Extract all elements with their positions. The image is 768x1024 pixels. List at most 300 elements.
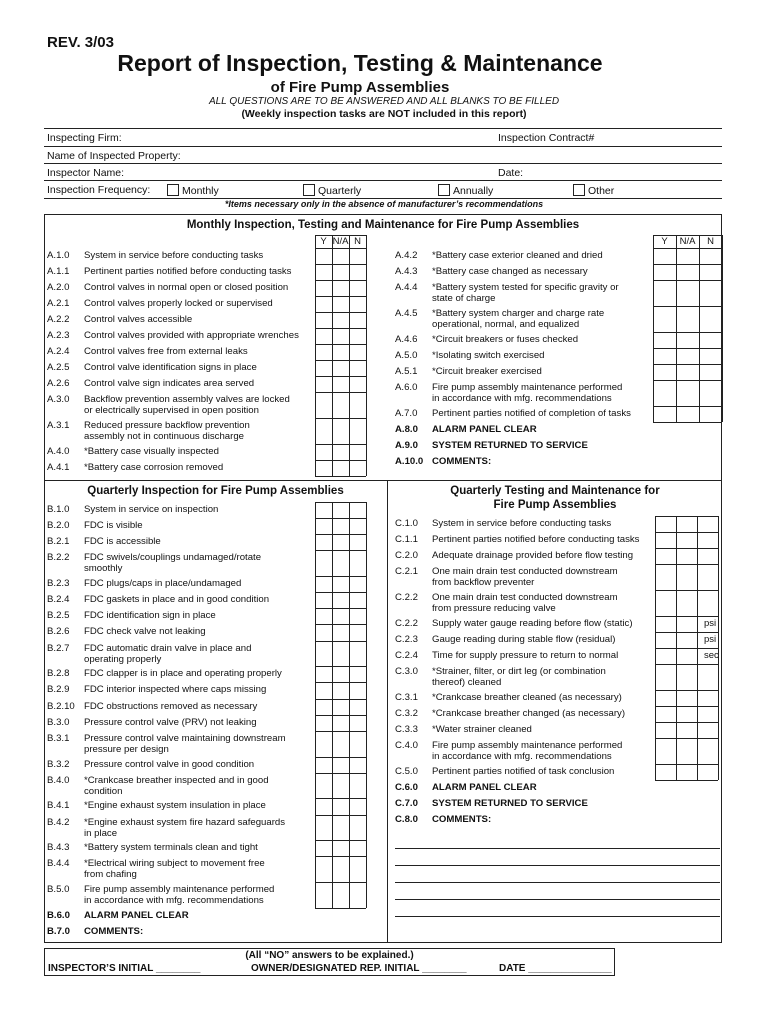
answer-cell[interactable] [677, 365, 699, 380]
checklist-row [47, 298, 313, 312]
answer-cell[interactable] [333, 716, 349, 731]
answer-cell[interactable] [316, 361, 332, 376]
answer-cell[interactable] [350, 265, 366, 280]
item-text: FDC identification sign in place [84, 610, 216, 622]
inspector-initial-field[interactable]: INSPECTOR’S INITIAL ________ [48, 963, 201, 974]
answer-cell[interactable] [350, 249, 366, 264]
item-code: B.2.9 [47, 684, 70, 696]
answer-cell[interactable] [350, 625, 366, 640]
item-text: Control valves properly locked or supervised [84, 298, 273, 309]
answer-cell[interactable] [333, 758, 349, 773]
answer-cell[interactable] [656, 565, 676, 590]
item-code: B.4.0 [47, 774, 70, 786]
item-code: C.2.3 [395, 634, 418, 645]
answer-cell[interactable] [654, 265, 676, 280]
answer-cell[interactable] [350, 883, 366, 908]
checklist-row [47, 884, 313, 908]
checklist-row [395, 266, 651, 280]
checklist-row [395, 740, 653, 764]
answer-cell[interactable] [656, 617, 676, 632]
answer-cell[interactable] [698, 565, 718, 590]
answer-cell[interactable] [350, 716, 366, 731]
item-text: *Battery system charger and charge rate operational, normal, and equalized [432, 308, 605, 330]
answer-cell[interactable] [350, 329, 366, 344]
revision-label: REV. 3/03 [47, 34, 114, 51]
answer-cell[interactable] [350, 519, 366, 534]
answer-cell[interactable] [316, 609, 332, 624]
answer-cell[interactable] [350, 667, 366, 682]
inspection-contract-field[interactable]: Inspection Contract# [498, 132, 595, 144]
answer-cell[interactable] [350, 281, 366, 296]
checklist-row [47, 462, 313, 476]
answer-cell[interactable] [677, 707, 697, 722]
item-code: C.2.2 [395, 592, 418, 604]
answer-cell[interactable] [656, 739, 676, 764]
checklist-row [395, 366, 651, 380]
item-text: ALARM PANEL CLEAR [432, 424, 537, 435]
answer-cell[interactable] [677, 765, 697, 780]
answer-cell[interactable] [316, 857, 332, 882]
comment-line[interactable] [395, 865, 720, 866]
item-code: A.2.2 [47, 314, 70, 325]
item-code: A.1.0 [47, 250, 70, 261]
answer-cell[interactable] [316, 642, 332, 667]
answer-cell[interactable] [333, 445, 349, 460]
answer-cell[interactable] [677, 665, 697, 690]
answer-cell[interactable] [656, 517, 676, 532]
answer-cell[interactable] [316, 445, 332, 460]
answer-cell[interactable] [700, 307, 722, 332]
weekly-note: (Weekly inspection tasks are NOT included in this report) [241, 108, 527, 120]
item-code: B.3.2 [47, 758, 70, 770]
item-code: B.7.0 [47, 926, 70, 938]
answer-column-header: N [354, 236, 361, 247]
checklist-row [47, 266, 313, 280]
answer-cell[interactable] [316, 625, 332, 640]
answer-cell[interactable] [333, 393, 349, 418]
answer-cell[interactable] [656, 549, 676, 564]
answer-cell[interactable] [698, 591, 718, 616]
monthly-section-title: Monthly Inspection, Testing and Maintenance for Fire Pump Assemblies [186, 219, 580, 231]
checklist-row [395, 550, 653, 564]
frequency-monthly-checkbox[interactable]: Monthly [167, 184, 219, 197]
item-text: Backflow prevention assembly valves are locked or electrically supervised in open position [84, 394, 290, 416]
checklist-row [47, 643, 313, 667]
answer-cell[interactable] [350, 393, 366, 418]
checklist-row [47, 684, 313, 698]
answer-cell[interactable] [333, 377, 349, 392]
checklist-row [47, 446, 313, 460]
answer-cell[interactable] [656, 591, 676, 616]
answer-cell[interactable] [350, 593, 366, 608]
answer-cell[interactable] [677, 265, 699, 280]
answer-cell[interactable] [698, 549, 718, 564]
answer-cell[interactable] [700, 407, 722, 422]
answer-column-header: N/A [332, 236, 349, 247]
answer-cell[interactable] [700, 281, 722, 306]
item-text: Pertinent parties notified of task conclusion [432, 766, 615, 778]
answer-cell[interactable] [333, 249, 349, 264]
answer-cell[interactable] [654, 281, 676, 306]
checklist-row [47, 282, 313, 296]
answer-cell[interactable] [654, 407, 676, 422]
answer-cell[interactable] [350, 683, 366, 698]
checklist-row [395, 708, 653, 722]
answer-cell[interactable] [677, 591, 697, 616]
answer-cell[interactable] [654, 307, 676, 332]
item-text: Pertinent parties notified before conducting tasks [84, 266, 292, 277]
answer-cell[interactable] [333, 857, 349, 882]
checklist-row [395, 650, 653, 664]
checklist-row [47, 394, 313, 418]
item-code: B.4.1 [47, 800, 70, 812]
checklist-row [395, 382, 651, 406]
checklist-row [47, 578, 313, 592]
answer-cell[interactable] [656, 691, 676, 706]
frequency-label: Inspection Frequency: [47, 184, 151, 196]
answer-cell[interactable] [350, 774, 366, 799]
answer-cell[interactable] [350, 609, 366, 624]
item-code: B.2.2 [47, 552, 70, 564]
answer-cell[interactable] [656, 765, 676, 780]
answer-cell[interactable] [316, 281, 332, 296]
answer-cell[interactable] [316, 816, 332, 841]
item-text: Pressure control valve in good condition [84, 758, 255, 770]
answer-cell[interactable] [350, 535, 366, 550]
answer-cell[interactable] [333, 329, 349, 344]
answer-cell[interactable] [677, 349, 699, 364]
comment-line[interactable] [395, 916, 720, 917]
answer-cell[interactable] [333, 361, 349, 376]
answer-cell[interactable] [677, 407, 699, 422]
answer-cell[interactable] [700, 265, 722, 280]
answer-cell[interactable] [677, 617, 697, 632]
date-field[interactable]: Date: [498, 167, 524, 179]
answer-cell[interactable] [698, 691, 718, 706]
item-code: C.3.2 [395, 708, 418, 720]
item-text: FDC gaskets in place and in good condition [84, 594, 270, 606]
checklist-row [47, 775, 313, 799]
answer-cell[interactable] [333, 667, 349, 682]
item-code: A.4.1 [47, 462, 70, 473]
answer-cell[interactable] [677, 249, 699, 264]
item-code: B.4.2 [47, 816, 70, 828]
answer-cell[interactable] [654, 381, 676, 406]
answer-cell[interactable] [316, 313, 332, 328]
checklist-row [395, 766, 653, 780]
item-text: Control valves in normal open or closed position [84, 282, 289, 293]
item-code: C.2.4 [395, 650, 418, 662]
item-code: A.2.0 [47, 282, 70, 293]
item-text: Time for supply pressure to return to normal [432, 650, 619, 662]
answer-cell[interactable] [333, 816, 349, 841]
checklist-row [47, 346, 313, 360]
item-code: A.4.0 [47, 446, 70, 457]
answer-cell[interactable] [677, 517, 697, 532]
item-text: Fire pump assembly maintenance performed in accordance with mfg. recommendations [432, 382, 623, 404]
comment-line[interactable] [395, 882, 720, 883]
answer-cell[interactable] [316, 551, 332, 576]
answer-cell[interactable] [698, 765, 718, 780]
answer-cell[interactable] [698, 617, 718, 632]
answer-cell[interactable] [333, 519, 349, 534]
answer-cell[interactable] [656, 707, 676, 722]
answer-cell[interactable] [350, 445, 366, 460]
answer-cell[interactable] [316, 535, 332, 550]
answer-cell[interactable] [333, 799, 349, 814]
answer-cell[interactable] [350, 642, 366, 667]
answer-cell[interactable] [316, 667, 332, 682]
item-code: A.3.1 [47, 420, 70, 431]
item-code: B.2.0 [47, 520, 70, 532]
answer-cell[interactable] [698, 533, 718, 548]
item-text: *Battery system terminals clean and tight [84, 842, 258, 854]
item-code: B.2.8 [47, 668, 70, 680]
answer-column-header: Y [661, 236, 668, 247]
answer-cell[interactable] [333, 593, 349, 608]
answer-cell[interactable] [677, 381, 699, 406]
answer-cell[interactable] [333, 345, 349, 360]
frequency-quarterly-checkbox[interactable]: Quarterly [303, 184, 361, 197]
item-text: *Circuit breakers or fuses checked [432, 334, 579, 345]
answer-cell[interactable] [350, 577, 366, 592]
item-code: B.4.4 [47, 858, 70, 870]
comment-line[interactable] [395, 848, 720, 849]
item-text: FDC check valve not leaking [84, 626, 206, 638]
answer-cell[interactable] [316, 883, 332, 908]
item-text: *Crankcase breather inspected and in good condition [84, 774, 269, 797]
answer-cell[interactable] [316, 503, 332, 518]
answer-cell[interactable] [333, 642, 349, 667]
answer-cell[interactable] [677, 281, 699, 306]
answer-cell[interactable] [350, 377, 366, 392]
answer-cell[interactable] [698, 723, 718, 738]
answer-cell[interactable] [316, 774, 332, 799]
answer-cell[interactable] [350, 799, 366, 814]
answer-cell[interactable] [333, 683, 349, 698]
item-text: One main drain test conducted downstream from pressure reducing valve [432, 592, 618, 615]
answer-cell[interactable] [333, 419, 349, 444]
answer-cell[interactable] [316, 419, 332, 444]
answer-cell[interactable] [333, 297, 349, 312]
inspecting-firm-field[interactable]: Inspecting Firm: [47, 132, 122, 144]
answer-cell[interactable] [333, 700, 349, 715]
answer-cell[interactable] [654, 333, 676, 348]
property-name-field[interactable]: Name of Inspected Property: [47, 150, 181, 162]
answer-column-header: N/A [679, 236, 696, 247]
answer-cell[interactable] [333, 732, 349, 757]
answer-cell[interactable] [333, 774, 349, 799]
item-code: A.2.4 [47, 346, 70, 357]
item-text: Pressure control valve maintaining downstream pressure per design [84, 732, 286, 755]
answer-cell[interactable] [316, 683, 332, 698]
form-title: Report of Inspection, Testing & Maintenance [117, 50, 603, 76]
checklist-row [395, 440, 651, 454]
answer-cell[interactable] [698, 665, 718, 690]
answer-cell[interactable] [333, 313, 349, 328]
checklist-row [47, 504, 313, 518]
answer-cell[interactable] [677, 723, 697, 738]
answer-cell[interactable] [350, 297, 366, 312]
comment-line[interactable] [395, 899, 720, 900]
item-text: SYSTEM RETURNED TO SERVICE [432, 440, 588, 451]
inspector-name-field[interactable]: Inspector Name: [47, 167, 125, 179]
answer-cell[interactable] [677, 307, 699, 332]
checklist-row [47, 759, 313, 773]
answer-cell[interactable] [350, 313, 366, 328]
answer-cell[interactable] [656, 723, 676, 738]
answer-cell[interactable] [350, 732, 366, 757]
checklist-row [47, 926, 313, 940]
checklist-row [47, 378, 313, 392]
checklist-row [395, 456, 651, 470]
answer-cell[interactable] [698, 739, 718, 764]
answer-cell[interactable] [700, 333, 722, 348]
answer-cell[interactable] [333, 503, 349, 518]
answer-cell[interactable] [316, 758, 332, 773]
item-text: *Isolating switch exercised [432, 350, 545, 361]
answer-cell[interactable] [316, 700, 332, 715]
item-code: C.3.1 [395, 692, 418, 703]
item-text: FDC is visible [84, 520, 143, 532]
answer-cell[interactable] [656, 533, 676, 548]
answer-cell[interactable] [350, 857, 366, 882]
item-code: C.1.1 [395, 534, 418, 546]
answer-cell[interactable] [316, 841, 332, 856]
checklist-row [47, 594, 313, 608]
item-text: System in service on inspection [84, 504, 219, 515]
item-text: Fire pump assembly maintenance performed in accordance with mfg. recommendations [432, 740, 623, 763]
item-text: COMMENTS: [432, 814, 492, 826]
item-code: A.8.0 [395, 424, 418, 435]
answer-cell[interactable] [700, 381, 722, 406]
answer-cell[interactable] [316, 593, 332, 608]
answer-cell[interactable] [333, 577, 349, 592]
item-code: A.2.5 [47, 362, 70, 373]
answer-cell[interactable] [700, 349, 722, 364]
answer-cell[interactable] [316, 577, 332, 592]
answer-cell[interactable] [677, 565, 697, 590]
answer-cell[interactable] [677, 691, 697, 706]
answer-cell[interactable] [677, 549, 697, 564]
item-text: ALARM PANEL CLEAR [432, 782, 537, 794]
answer-cell[interactable] [350, 361, 366, 376]
answer-cell[interactable] [316, 716, 332, 731]
answer-cell[interactable] [350, 758, 366, 773]
answer-cell[interactable] [333, 281, 349, 296]
answer-cell[interactable] [698, 707, 718, 722]
checklist-row [47, 910, 313, 924]
answer-cell[interactable] [677, 649, 697, 664]
answer-cell[interactable] [316, 393, 332, 418]
item-text: FDC swivels/couplings undamaged/rotate smoothly [84, 552, 262, 575]
answer-cell[interactable] [654, 249, 676, 264]
answer-cell[interactable] [316, 519, 332, 534]
signature-footer [44, 948, 615, 976]
answer-cell[interactable] [350, 841, 366, 856]
answer-cell[interactable] [677, 333, 699, 348]
frequency-annually-checkbox[interactable]: Annually [438, 184, 493, 197]
item-code: B.2.7 [47, 642, 70, 654]
answer-cell[interactable] [698, 517, 718, 532]
answer-cell[interactable] [654, 349, 676, 364]
item-text: *Battery case corrosion removed [84, 462, 224, 473]
answer-cell[interactable] [333, 461, 349, 476]
item-code: B.3.1 [47, 732, 70, 744]
item-code: A.1.1 [47, 266, 70, 277]
checklist-row [395, 724, 653, 738]
answer-cell[interactable] [698, 633, 718, 648]
answer-cell[interactable] [700, 365, 722, 380]
answer-cell[interactable] [350, 419, 366, 444]
answer-cell[interactable] [333, 625, 349, 640]
item-text: Control valve sign indicates area served [84, 378, 255, 389]
answer-cell[interactable] [316, 249, 332, 264]
answer-cell[interactable] [316, 799, 332, 814]
item-code: C.7.0 [395, 798, 418, 810]
owner-initial-field[interactable]: OWNER/DESIGNATED REP. INITIAL ________ [251, 963, 467, 974]
checklist-row [47, 842, 313, 856]
item-code: C.3.0 [395, 666, 418, 678]
answer-cell[interactable] [350, 503, 366, 518]
answer-cell[interactable] [333, 535, 349, 550]
footer-date-field[interactable]: DATE _______________ [499, 963, 612, 974]
answer-cell[interactable] [350, 700, 366, 715]
answer-cell[interactable] [333, 841, 349, 856]
answer-column-header: N [707, 236, 714, 247]
answer-cell[interactable] [316, 329, 332, 344]
answer-cell[interactable] [316, 377, 332, 392]
answer-cell[interactable] [333, 265, 349, 280]
item-text: FDC clapper is in place and operating properly [84, 668, 282, 680]
answer-cell[interactable] [316, 297, 332, 312]
answer-cell[interactable] [350, 816, 366, 841]
answer-cell[interactable] [316, 732, 332, 757]
answer-cell[interactable] [333, 551, 349, 576]
answer-cell[interactable] [350, 551, 366, 576]
answer-cell[interactable] [656, 665, 676, 690]
item-code: A.4.5 [395, 308, 418, 319]
item-text: *Battery case changed as necessary [432, 266, 588, 277]
item-text: SYSTEM RETURNED TO SERVICE [432, 798, 588, 810]
checklist-row [47, 362, 313, 376]
frequency-other-checkbox[interactable]: Other [573, 184, 614, 197]
answer-cell[interactable] [698, 649, 718, 664]
item-code: B.2.1 [47, 536, 70, 548]
answer-cell[interactable] [677, 633, 697, 648]
answer-cell[interactable] [333, 883, 349, 908]
item-text: Reduced pressure backflow prevention assembly not in continuous discharge [84, 420, 250, 442]
answer-cell[interactable] [316, 345, 332, 360]
answer-cell[interactable] [316, 265, 332, 280]
answer-cell[interactable] [316, 461, 332, 476]
checklist-row [395, 692, 653, 706]
checklist-row [47, 536, 313, 550]
answer-cell[interactable] [656, 633, 676, 648]
answer-cell[interactable] [654, 365, 676, 380]
answer-cell[interactable] [656, 649, 676, 664]
answer-cell[interactable] [350, 345, 366, 360]
answer-cell[interactable] [700, 249, 722, 264]
answer-cell[interactable] [677, 533, 697, 548]
checklist-row [395, 424, 651, 438]
answer-cell[interactable] [677, 739, 697, 764]
checklist-row [47, 668, 313, 682]
checklist-row [47, 610, 313, 624]
item-text: COMMENTS: [432, 456, 492, 467]
answer-cell[interactable] [333, 609, 349, 624]
answer-cell[interactable] [350, 461, 366, 476]
